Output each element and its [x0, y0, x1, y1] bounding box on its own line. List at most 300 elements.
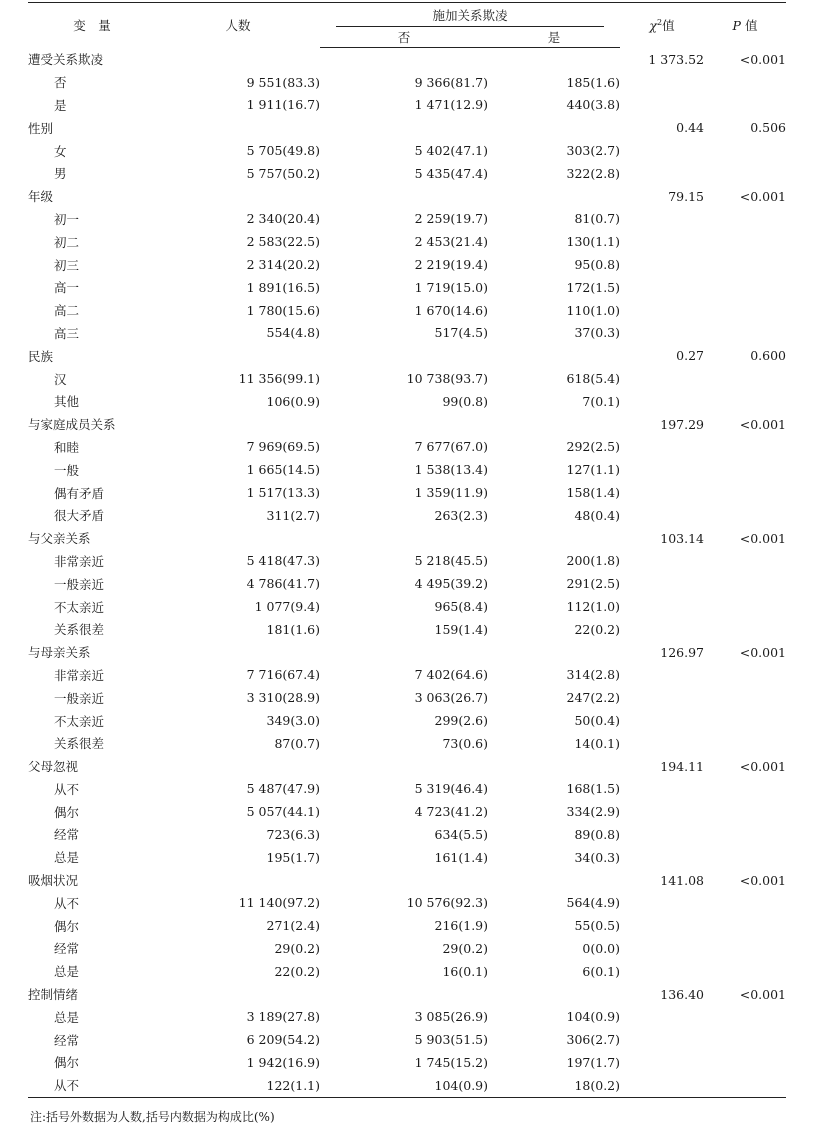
table-row — [28, 891, 786, 914]
yes-value: 158(1.4) — [566, 485, 620, 501]
yes-value: 104(0.9) — [566, 1009, 620, 1025]
row-label: 汉 — [54, 371, 67, 387]
row-label: 初二 — [54, 234, 80, 250]
count-value: 1 517(13.3) — [246, 485, 320, 501]
empty-cell — [704, 618, 786, 641]
count-value: 5 757(50.2) — [246, 165, 320, 181]
empty-cell — [320, 869, 488, 892]
row-label: 高一 — [54, 280, 80, 296]
empty-cell — [320, 641, 488, 664]
table-row — [28, 94, 786, 117]
no-value: 2 453(21.4) — [414, 234, 488, 250]
no-value: 1 745(15.2) — [414, 1054, 488, 1070]
header-count: 人数 — [156, 3, 320, 48]
row-label: 总是 — [54, 850, 80, 866]
count-value: 5 705(49.8) — [246, 143, 320, 159]
count-value: 11 140(97.2) — [238, 895, 320, 911]
section-row — [28, 641, 786, 664]
row-label: 总是 — [54, 964, 80, 980]
empty-cell — [704, 139, 786, 162]
empty-cell — [488, 641, 620, 664]
header-no: 否 — [320, 27, 488, 48]
row-label: 男 — [54, 166, 67, 182]
empty-cell — [488, 116, 620, 139]
section-label: 性别 — [28, 120, 54, 136]
section-label: 与家庭成员关系 — [28, 417, 116, 433]
no-value: 161(1.4) — [434, 849, 488, 865]
yes-value: 127(1.1) — [566, 462, 620, 478]
header-chi-symbol: χ — [649, 18, 657, 34]
yes-value: 306(2.7) — [566, 1032, 620, 1048]
count-value: 1 942(16.9) — [246, 1054, 320, 1070]
row-label: 偶尔 — [54, 804, 80, 820]
table-row — [28, 1074, 786, 1097]
count-value: 195(1.7) — [266, 849, 320, 865]
empty-cell — [620, 778, 704, 801]
header-variable: 变 量 — [28, 3, 156, 48]
count-value: 181(1.6) — [266, 621, 320, 637]
empty-cell — [320, 413, 488, 436]
row-label: 是 — [54, 97, 67, 113]
header-p — [704, 3, 786, 48]
empty-cell — [320, 755, 488, 778]
no-value: 104(0.9) — [320, 1074, 488, 1097]
row-label: 关系很差 — [54, 736, 105, 752]
no-value: 99(0.8) — [442, 393, 488, 409]
count-value: 122(1.1) — [156, 1074, 320, 1097]
empty-cell — [704, 572, 786, 595]
section-label: 吸烟状况 — [28, 873, 79, 889]
no-value: 73(0.6) — [442, 735, 488, 751]
empty-cell — [620, 481, 704, 504]
table-row — [28, 390, 786, 413]
row-label: 和睦 — [54, 439, 80, 455]
count-value: 271(2.4) — [266, 918, 320, 934]
row-label: 一般 — [54, 462, 80, 478]
section-row — [28, 413, 786, 436]
header-group — [320, 3, 620, 28]
row-label: 关系很差 — [54, 622, 105, 638]
row-label: 非常亲近 — [54, 553, 105, 569]
count-value: 11 356(99.1) — [238, 371, 320, 387]
empty-cell — [620, 846, 704, 869]
p-value: 0.600 — [750, 348, 786, 364]
empty-cell — [156, 983, 320, 1006]
p-value: 0.506 — [750, 120, 786, 136]
yes-value: 14(0.1) — [574, 735, 620, 751]
no-value: 5 319(46.4) — [414, 781, 488, 797]
row-label: 很大矛盾 — [54, 508, 105, 524]
header-chi-suffix: 值 — [662, 18, 675, 34]
yes-value: 37(0.3) — [574, 325, 620, 341]
table-row — [28, 595, 786, 618]
section-row — [28, 869, 786, 892]
row-label: 经常 — [54, 1032, 80, 1048]
empty-cell — [704, 709, 786, 732]
row-label: 经常 — [54, 827, 80, 843]
count-value: 106(0.9) — [266, 393, 320, 409]
table-row — [28, 846, 786, 869]
table-body — [28, 48, 786, 1098]
empty-cell — [156, 527, 320, 550]
empty-cell — [488, 527, 620, 550]
table-row — [28, 1051, 786, 1074]
no-value: 9 366(81.7) — [414, 74, 488, 90]
yes-value: 89(0.8) — [574, 826, 620, 842]
table-row — [28, 914, 786, 937]
no-value: 2 259(19.7) — [414, 211, 488, 227]
empty-cell — [488, 983, 620, 1006]
section-label: 与母亲关系 — [28, 645, 91, 661]
chi2-value: 141.08 — [660, 872, 704, 888]
empty-cell — [156, 185, 320, 208]
table-row — [28, 572, 786, 595]
empty-cell — [620, 572, 704, 595]
empty-cell — [704, 1005, 786, 1028]
header-row — [28, 3, 786, 28]
empty-cell — [620, 550, 704, 573]
no-value: 5 402(47.1) — [414, 143, 488, 159]
empty-cell — [620, 1074, 704, 1097]
row-label: 高三 — [54, 325, 80, 341]
empty-cell — [620, 139, 704, 162]
header-chi-sup: 2 — [656, 18, 663, 28]
empty-cell — [704, 390, 786, 413]
empty-cell — [620, 914, 704, 937]
section-row — [28, 755, 786, 778]
count-value: 29(0.2) — [274, 940, 320, 956]
empty-cell — [704, 322, 786, 345]
section-row — [28, 116, 786, 139]
empty-cell — [620, 436, 704, 459]
yes-value: 50(0.4) — [574, 713, 620, 728]
empty-cell — [488, 185, 620, 208]
no-value: 29(0.2) — [442, 940, 488, 956]
table-row — [28, 732, 786, 755]
count-value: 2 314(20.2) — [246, 257, 320, 273]
table-row — [28, 253, 786, 276]
table-row — [28, 367, 786, 390]
yes-value: 247(2.2) — [566, 690, 620, 706]
no-value: 10 576(92.3) — [406, 895, 488, 911]
empty-cell — [320, 185, 488, 208]
yes-value: 112(1.0) — [566, 599, 620, 615]
chi2-value: 0.27 — [676, 348, 704, 364]
chi2-value: 197.29 — [660, 416, 704, 432]
empty-cell — [704, 208, 786, 231]
count-value: 9 551(83.3) — [246, 74, 320, 90]
empty-cell — [704, 778, 786, 801]
statistics-table — [28, 2, 786, 1098]
yes-value: 618(5.4) — [566, 371, 620, 387]
yes-value: 6(0.1) — [582, 963, 620, 979]
row-label: 否 — [54, 75, 67, 91]
count-value: 2 340(20.4) — [246, 211, 320, 227]
chi2-value: 194.11 — [660, 758, 704, 774]
empty-cell — [620, 458, 704, 481]
yes-value: 81(0.7) — [574, 211, 620, 227]
empty-cell — [704, 458, 786, 481]
empty-cell — [620, 208, 704, 231]
yes-value: 200(1.8) — [566, 553, 620, 569]
no-value: 517(4.5) — [434, 325, 488, 341]
row-label: 初三 — [54, 257, 80, 273]
count-value: 5 487(47.9) — [246, 781, 320, 797]
empty-cell — [620, 390, 704, 413]
section-label: 控制情绪 — [28, 987, 79, 1003]
table-row — [28, 709, 786, 732]
empty-cell — [488, 344, 620, 367]
yes-value: 303(2.7) — [566, 143, 620, 159]
p-value: <0.001 — [739, 644, 786, 660]
row-label: 初一 — [54, 211, 80, 227]
empty-cell — [704, 1051, 786, 1074]
header-yes: 是 — [488, 27, 620, 48]
table-row — [28, 550, 786, 573]
empty-cell — [620, 71, 704, 94]
no-value: 634(5.5) — [434, 826, 488, 842]
empty-cell — [704, 664, 786, 687]
empty-cell — [704, 595, 786, 618]
empty-cell — [704, 71, 786, 94]
empty-cell — [488, 869, 620, 892]
row-label: 女 — [54, 143, 67, 159]
count-value: 87(0.7) — [274, 735, 320, 751]
table-row — [28, 162, 786, 185]
no-value: 299(2.6) — [434, 713, 488, 728]
table-row — [28, 230, 786, 253]
row-label: 从不 — [54, 895, 80, 911]
yes-value: 110(1.0) — [566, 302, 620, 318]
yes-value: 48(0.4) — [574, 507, 620, 523]
yes-value: 7(0.1) — [582, 393, 620, 409]
row-label: 不太亲近 — [54, 713, 105, 729]
row-label: 不太亲近 — [54, 599, 105, 615]
table-row — [28, 458, 786, 481]
p-value: <0.001 — [739, 530, 786, 546]
table-row — [28, 800, 786, 823]
table-note: 注:括号外数据为人数,括号内数据为构成比(%) — [30, 1109, 275, 1124]
count-value: 3 310(28.9) — [246, 690, 320, 706]
yes-value: 95(0.8) — [574, 257, 620, 273]
table-row — [28, 686, 786, 709]
empty-cell — [620, 595, 704, 618]
table-row — [28, 1005, 786, 1028]
empty-cell — [156, 48, 320, 71]
count-value: 554(4.8) — [266, 325, 320, 341]
no-value: 965(8.4) — [434, 599, 488, 615]
section-label: 遭受关系欺凌 — [28, 52, 104, 68]
chi2-value: 1 373.52 — [648, 51, 704, 67]
empty-cell — [704, 253, 786, 276]
yes-value: 0(0.0) — [582, 940, 620, 956]
empty-cell — [620, 1005, 704, 1028]
table-row — [28, 299, 786, 322]
row-label: 从不 — [54, 781, 80, 797]
empty-cell — [704, 550, 786, 573]
empty-cell — [620, 162, 704, 185]
empty-cell — [620, 230, 704, 253]
table-row — [28, 664, 786, 687]
row-label: 一般亲近 — [54, 690, 105, 706]
no-value: 16(0.1) — [442, 963, 488, 979]
empty-cell — [704, 823, 786, 846]
section-row — [28, 185, 786, 208]
no-value: 5 218(45.5) — [414, 553, 488, 569]
empty-cell — [704, 162, 786, 185]
p-value: <0.001 — [739, 188, 786, 204]
count-value: 5 418(47.3) — [246, 553, 320, 569]
empty-cell — [620, 960, 704, 983]
section-row — [28, 983, 786, 1006]
no-value: 1 538(13.4) — [414, 462, 488, 478]
row-label: 总是 — [54, 1009, 80, 1025]
count-value: 1 891(16.5) — [246, 279, 320, 295]
empty-cell — [156, 344, 320, 367]
table-row — [28, 208, 786, 231]
empty-cell — [620, 618, 704, 641]
p-value: <0.001 — [739, 51, 786, 67]
no-value: 263(2.3) — [434, 507, 488, 523]
section-row — [28, 527, 786, 550]
header-group-label: 施加关系欺凌 — [432, 8, 508, 23]
no-value: 4 495(39.2) — [414, 576, 488, 592]
count-value: 5 057(44.1) — [246, 804, 320, 820]
header-chi2 — [620, 3, 704, 48]
count-value: 1 665(14.5) — [246, 462, 320, 478]
empty-cell — [620, 709, 704, 732]
yes-value: 322(2.8) — [566, 165, 620, 181]
p-value: <0.001 — [739, 872, 786, 888]
empty-cell — [620, 823, 704, 846]
chi2-value: 136.40 — [660, 986, 704, 1002]
yes-value: 564(4.9) — [566, 895, 620, 911]
empty-cell — [704, 891, 786, 914]
table-row — [28, 481, 786, 504]
empty-cell — [704, 367, 786, 390]
count-value: 3 189(27.8) — [246, 1009, 320, 1025]
row-label: 偶尔 — [54, 918, 80, 934]
empty-cell — [704, 914, 786, 937]
empty-cell — [704, 960, 786, 983]
empty-cell — [704, 1074, 786, 1097]
yes-value: 440(3.8) — [566, 97, 620, 113]
table-row — [28, 504, 786, 527]
chi2-value: 79.15 — [668, 188, 704, 204]
no-value: 1 471(12.9) — [414, 97, 488, 113]
section-label: 父母忽视 — [28, 759, 79, 775]
row-label: 非常亲近 — [54, 667, 105, 683]
empty-cell — [704, 732, 786, 755]
empty-cell — [488, 755, 620, 778]
empty-cell — [620, 276, 704, 299]
empty-cell — [704, 937, 786, 960]
empty-cell — [156, 869, 320, 892]
table-row — [28, 937, 786, 960]
no-value: 1 670(14.6) — [414, 302, 488, 318]
empty-cell — [704, 299, 786, 322]
empty-cell — [620, 1028, 704, 1051]
empty-cell — [156, 116, 320, 139]
empty-cell — [620, 367, 704, 390]
empty-cell — [620, 800, 704, 823]
empty-cell — [620, 891, 704, 914]
empty-cell — [620, 664, 704, 687]
no-value: 7 677(67.0) — [414, 439, 488, 455]
empty-cell — [620, 322, 704, 345]
count-value: 2 583(22.5) — [246, 234, 320, 250]
chi2-value: 0.44 — [676, 120, 704, 136]
no-value: 216(1.9) — [434, 918, 488, 934]
yes-value: 18(0.2) — [488, 1074, 620, 1097]
yes-value: 130(1.1) — [566, 234, 620, 250]
empty-cell — [320, 344, 488, 367]
yes-value: 34(0.3) — [574, 849, 620, 865]
yes-value: 55(0.5) — [574, 918, 620, 934]
row-label: 偶有矛盾 — [54, 485, 105, 501]
section-label: 民族 — [28, 348, 54, 364]
section-label: 与父亲关系 — [28, 531, 91, 547]
table-row — [28, 71, 786, 94]
empty-cell — [620, 94, 704, 117]
yes-value: 168(1.5) — [566, 781, 620, 797]
empty-cell — [704, 800, 786, 823]
empty-cell — [620, 937, 704, 960]
section-row — [28, 344, 786, 367]
p-value: <0.001 — [739, 416, 786, 432]
table-row — [28, 276, 786, 299]
count-value: 7 716(67.4) — [246, 667, 320, 683]
empty-cell — [704, 504, 786, 527]
p-value: <0.001 — [739, 758, 786, 774]
section-row — [28, 48, 786, 71]
table-row — [28, 1028, 786, 1051]
document-page — [28, 2, 786, 1125]
empty-cell — [704, 436, 786, 459]
empty-cell — [704, 686, 786, 709]
section-label: 年级 — [28, 189, 54, 205]
yes-value: 334(2.9) — [566, 804, 620, 820]
count-value: 7 969(69.5) — [246, 439, 320, 455]
no-value: 3 063(26.7) — [414, 690, 488, 706]
row-label: 其他 — [54, 394, 80, 410]
row-label: 从不 — [28, 1074, 156, 1097]
empty-cell — [156, 413, 320, 436]
header-p-suffix: 值 — [740, 18, 758, 34]
empty-cell — [320, 48, 488, 71]
empty-cell — [704, 846, 786, 869]
yes-value: 22(0.2) — [574, 621, 620, 637]
empty-cell — [704, 94, 786, 117]
no-value: 1 719(15.0) — [414, 279, 488, 295]
table-row — [28, 322, 786, 345]
count-value: 349(3.0) — [266, 713, 320, 728]
count-value: 1 077(9.4) — [254, 599, 320, 615]
no-value: 5 903(51.5) — [414, 1032, 488, 1048]
empty-cell — [620, 253, 704, 276]
empty-cell — [156, 641, 320, 664]
row-label: 偶尔 — [54, 1055, 80, 1071]
count-value: 22(0.2) — [274, 963, 320, 979]
empty-cell — [320, 983, 488, 1006]
no-value: 5 435(47.4) — [414, 165, 488, 181]
table-row — [28, 778, 786, 801]
no-value: 4 723(41.2) — [414, 804, 488, 820]
row-label: 经常 — [54, 941, 80, 957]
yes-value: 185(1.6) — [566, 74, 620, 90]
table-row — [28, 960, 786, 983]
count-value: 1 911(16.7) — [246, 97, 320, 113]
